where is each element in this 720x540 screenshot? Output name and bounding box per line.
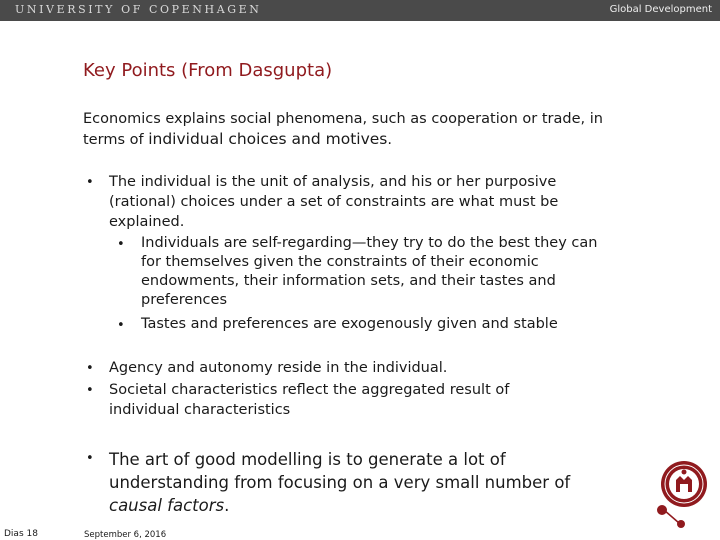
bullet-marker: • (86, 383, 94, 398)
final-point-suffix: . (224, 496, 230, 515)
final-point-emphasis: causal factors (109, 496, 225, 515)
header-bar (0, 0, 720, 21)
intro-text: Economics explains social phenomena, such as cooperation or trade, in terms of (83, 111, 603, 148)
slide-title: Key Points (From Dasgupta) (83, 60, 333, 81)
sub-bullet-tastes-preferences: Tastes and preferences are exogenously given and stable (141, 316, 558, 332)
slide-date: September 6, 2016 (84, 530, 167, 540)
intro-suffix: . (387, 132, 392, 148)
intro-emphasis: individual choices and motives (148, 130, 388, 148)
sub-bullet-marker: • (117, 318, 125, 333)
sub-bullet-self-regarding: Individuals are self-regarding—they try to do the best they can for themselves given the constraints of their economic endowments, their information sets, and their tastes and preferences (141, 235, 598, 308)
section-label: Global Development (609, 4, 712, 15)
university-name: UNIVERSITY OF COPENHAGEN (15, 3, 262, 16)
bullet-marker: • (86, 361, 94, 376)
bullet-marker: • (86, 451, 94, 466)
final-point-text: The art of good modelling is to generate a lot of understanding from focusing on a very small number of (109, 450, 571, 492)
bullet-item-societal: Societal characteristics reflect the aggregated result of individual characteristics (109, 382, 510, 418)
bullet-item-agency: Agency and autonomy reside in the individual. (109, 360, 448, 376)
intro-paragraph (83, 109, 603, 150)
slide-number: Dias 18 (4, 529, 38, 539)
bullet-item-unit-of-analysis: The individual is the unit of analysis, and his or her purposive (rational) choices under a set of constraints are what must be explained. (109, 174, 559, 230)
university-seal-icon (652, 454, 712, 532)
bullet-marker: • (86, 175, 94, 190)
final-point (109, 448, 609, 517)
sub-bullet-marker: • (117, 237, 125, 252)
